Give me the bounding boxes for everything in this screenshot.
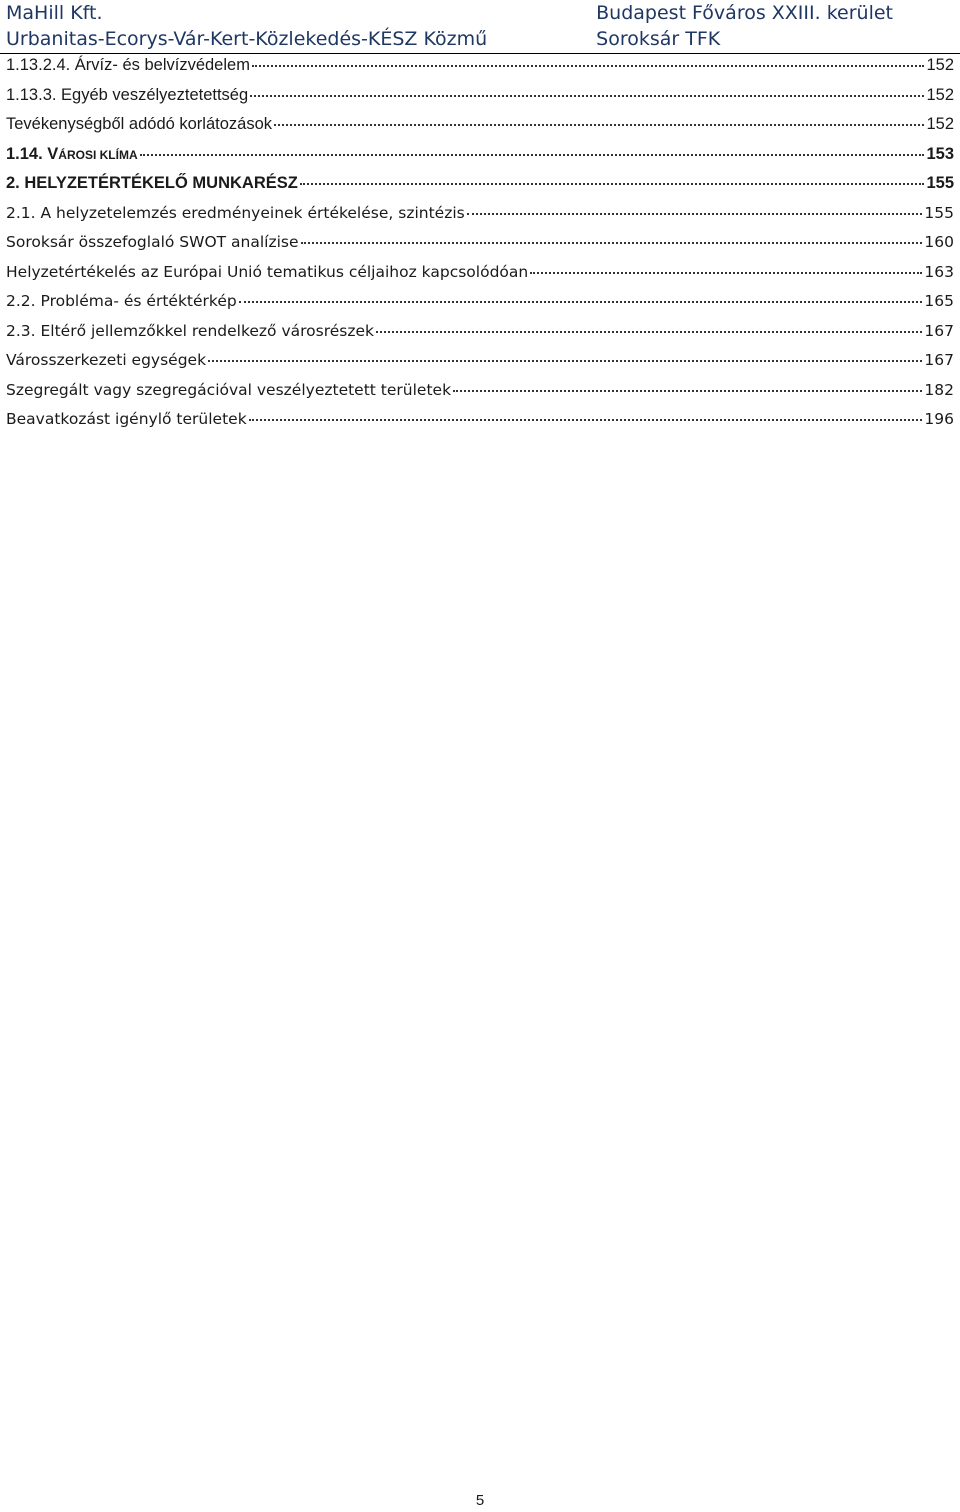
toc-leader-dots [239, 301, 923, 303]
toc-entry-title [6, 145, 138, 164]
toc-leader-dots [274, 124, 924, 126]
toc-entry[interactable] [6, 86, 954, 116]
toc-entry-title: 2.3. Eltérő jellemzőkkel rendelkező városrészek [6, 321, 375, 340]
toc-entry-title: Beavatkozást igénylő területek [6, 410, 247, 428]
table-of-contents [6, 56, 954, 440]
toc-entry[interactable] [6, 233, 954, 263]
toc-entry[interactable] [6, 263, 954, 293]
toc-leader-dots [249, 419, 923, 421]
page-header [0, 0, 960, 54]
toc-leader-dots [301, 242, 923, 244]
company-name: MaHill Kft. [6, 2, 103, 24]
district-name: Budapest Főváros XXIII. kerület [596, 2, 893, 24]
toc-entry-page: 196 [924, 410, 954, 428]
toc-entry-title-prefix: 1.14. V [6, 144, 59, 163]
toc-entry-title: Városszerkezeti egységek [6, 351, 207, 369]
toc-entry[interactable] [6, 381, 954, 411]
toc-entry[interactable] [6, 145, 954, 175]
toc-entry[interactable] [6, 204, 954, 234]
toc-leader-dots [208, 360, 922, 362]
toc-leader-dots [467, 213, 923, 215]
toc-entry[interactable] [6, 351, 954, 381]
document-name: Soroksár TFK [596, 28, 721, 50]
toc-entry-title: Szegregált vagy szegregációval veszélyeztetett területek [6, 380, 452, 399]
toc-entry-title: Soroksár összefoglaló SWOT analízise [6, 233, 299, 251]
toc-entry-page: 152 [926, 115, 954, 133]
toc-entry-title: 1.13.2.4. Árvíz- és belvízvédelem [6, 56, 250, 74]
toc-entry[interactable] [6, 322, 954, 352]
toc-entry-page: 182 [924, 380, 954, 399]
toc-entry-title-smallcaps: ÁROSI KLÍMA [58, 147, 138, 162]
toc-entry-title: 2.2. Probléma- és értéktérkép [6, 292, 237, 310]
toc-entry-page: 152 [926, 56, 954, 74]
toc-leader-dots [252, 65, 925, 67]
toc-entry-page: 167 [924, 321, 954, 340]
toc-entry[interactable] [6, 410, 954, 440]
toc-entry[interactable] [6, 292, 954, 322]
toc-entry-title: 1.13.3. Egyéb veszélyeztetettség [6, 85, 249, 104]
consortium-name: Urbanitas-Ecorys-Vár-Kert-Közlekedés-KÉSZ Közmű [6, 28, 488, 50]
toc-entry-page: 155 [926, 174, 954, 192]
toc-entry-title: 2.1. A helyzetelemzés eredményeinek értékelése, szintézis [6, 203, 465, 222]
toc-entry-page: 165 [924, 292, 954, 310]
toc-leader-dots [140, 154, 925, 156]
toc-entry[interactable] [6, 56, 954, 86]
toc-entry-page: 152 [926, 85, 954, 104]
toc-leader-dots [453, 390, 922, 392]
header-right [596, 0, 893, 52]
page-number: 5 [475, 1492, 485, 1509]
toc-leader-dots [376, 331, 922, 333]
toc-entry-page: 167 [924, 351, 954, 369]
toc-leader-dots [250, 95, 924, 97]
toc-leader-dots [530, 272, 922, 274]
toc-entry-page: 160 [924, 233, 954, 251]
toc-leader-dots [300, 183, 925, 185]
toc-entry-title: Tevékenységből adódó korlátozások [6, 115, 273, 133]
toc-entry[interactable] [6, 174, 954, 204]
toc-entry-page: 163 [924, 262, 954, 281]
toc-entry-title: Helyzetértékelés az Európai Unió tematikus céljaihoz kapcsolódóan [6, 262, 529, 281]
toc-entry[interactable] [6, 115, 954, 145]
toc-entry-page: 153 [926, 144, 954, 163]
toc-entry-page: 155 [924, 203, 954, 222]
toc-entry-title: 2. HELYZETÉRTÉKELŐ MUNKARÉSZ [6, 174, 298, 192]
header-left [6, 0, 487, 52]
